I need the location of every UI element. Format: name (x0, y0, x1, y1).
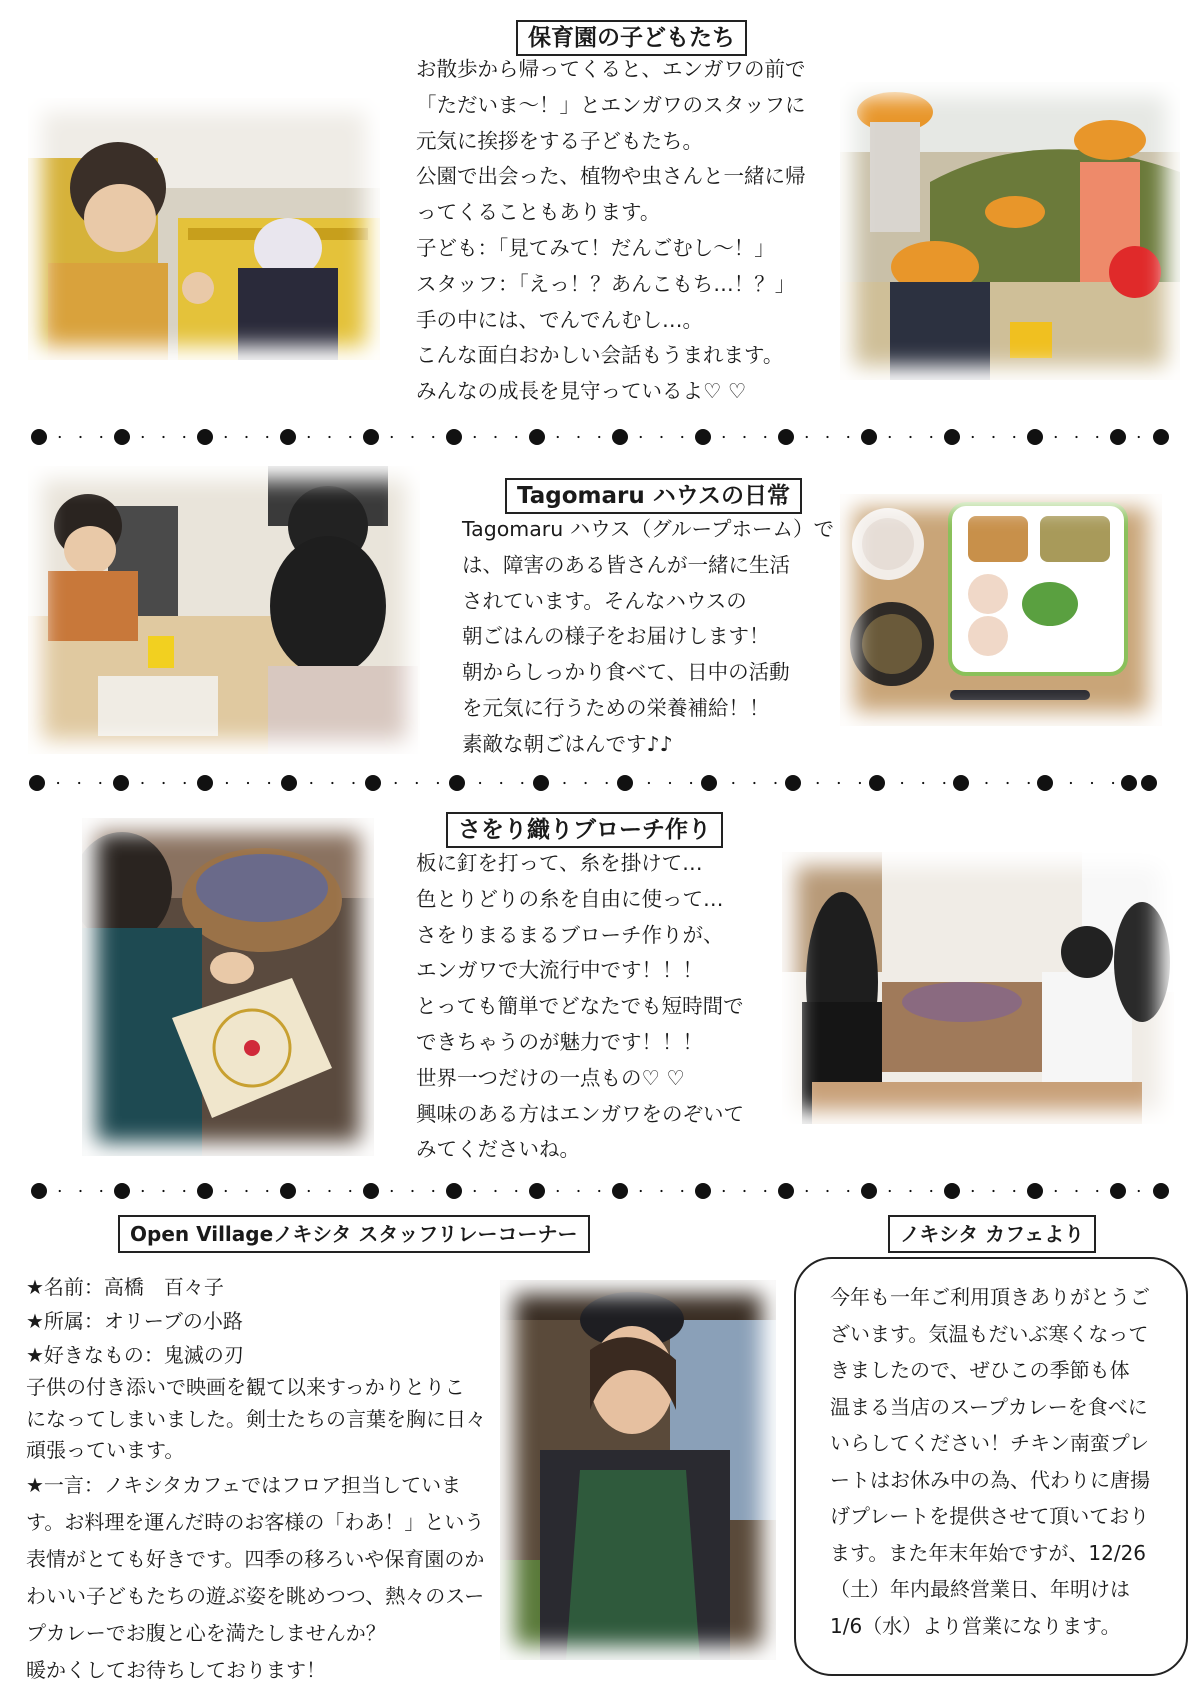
text-line: さをりまるまるブローチ作りが、 (416, 922, 724, 947)
profile-line: ★一言：ノキシタカフェではフロア担当していま (26, 1472, 462, 1497)
dotted-divider (28, 774, 1158, 792)
photo-breakfast-tray (840, 494, 1162, 726)
text-line: みんなの成長を見守っているよ♡ ♡ (416, 379, 747, 404)
text-line: できちゃうのが魅力です！！！ (416, 1029, 703, 1054)
text-line: Tagomaru ハウス（グループホーム）で (462, 517, 834, 541)
profile-line: わいい子どもたちの遊ぶ姿を眺めつつ、熱々のスー (26, 1583, 485, 1608)
cafe-line: げプレートを提供させて頂いており (830, 1504, 1150, 1528)
cafe-line: 1/6（水）より営業になります。 (830, 1613, 1121, 1638)
text-line: 朝ごはんの様子をお届けします！ (462, 624, 770, 649)
text-line: こんな面白おかしい会話もうまれます。 (416, 343, 784, 368)
text-line: 子ども：「見てみて！だんごむし～！」 (416, 235, 775, 260)
section-title-saori: さをり織りブローチ作り (446, 812, 723, 848)
text-line: 素敵な朝ごはんです♪♪ (462, 731, 673, 756)
staff-profile-text (26, 1270, 488, 1689)
cafe-line: ートはお休み中の為、代わりに唐揚 (830, 1467, 1150, 1492)
profile-line: す。お料理を運んだ時のお客様の「わあ！」という (26, 1509, 485, 1534)
photo-children-sandbox (840, 82, 1180, 380)
text-line: 色とりどりの糸を自由に使って… (416, 886, 724, 911)
cafe-line: 今年も一年ご利用頂きありがとうご (830, 1285, 1150, 1309)
text-line: 板に釘を打って、糸を掛けて… (416, 851, 703, 875)
profile-line: 表情がとても好きです。四季の移ろいや保育園のか (26, 1546, 485, 1571)
cafe-message-text (830, 1279, 1160, 1644)
photo-children-greeting (28, 98, 380, 360)
cafe-line: ます。また年末年始ですが、12/26 (830, 1540, 1147, 1565)
photo-weaving-craft (82, 818, 374, 1156)
profile-line: 子供の付き添いで映画を観て以来すっかりとりこ (26, 1375, 465, 1399)
cafe-line: 温まる当店のスープカレーを食べに (830, 1394, 1148, 1419)
text-line: スタッフ：「えっ！？あんこもち…！？」 (416, 271, 796, 296)
text-line: 世界一つだけの一点もの♡ ♡ (416, 1065, 685, 1090)
text-line: を元気に行うための栄養補給！！ (462, 695, 770, 720)
profile-line: プカレーでお腹と心を満たしませんか？ (26, 1620, 386, 1645)
text-line: 朝からしっかり食べて、日中の活動 (462, 660, 790, 685)
photo-staff-portrait (500, 1280, 776, 1660)
profile-line: ★所属：オリーブの小路 (26, 1309, 243, 1333)
text-line: 元気に挨拶をする子どもたち。 (416, 128, 703, 153)
text-line: エンガワで大流行中です！！！ (416, 958, 703, 983)
nursery-text (416, 52, 806, 410)
profile-line: 頑張っています。 (26, 1438, 185, 1462)
photo-workshop-table (782, 852, 1174, 1124)
profile-line: になってしまいました。剣士たちの言葉を胸に日々 (26, 1406, 486, 1431)
cafe-line: （土）年内最終営業日、年明けは (830, 1577, 1130, 1601)
section-title-nursery: 保育園の子どもたち (516, 20, 747, 56)
profile-line: ★名前：高橋 百々子 (26, 1275, 224, 1299)
profile-line: 暖かくしてお待ちしております！ (26, 1657, 326, 1682)
profile-line: ★好きなもの：鬼滅の刃 (26, 1343, 244, 1367)
dotted-divider (30, 428, 1170, 446)
text-line: されています。そんなハウスの (462, 588, 747, 613)
text-line: は、障害のある皆さんが一緒に生活 (462, 552, 790, 577)
text-line: お散歩から帰ってくると、エンガワの前で (416, 57, 806, 81)
section-title-staff-relay: Open Villageノキシタ スタッフリレーコーナー (118, 1215, 590, 1253)
cafe-line: きましたので、ぜひこの季節も体 (830, 1358, 1130, 1382)
tagomaru-text (462, 512, 834, 763)
text-line: とっても簡単でどなたでも短時間で (416, 994, 744, 1019)
text-line: 公園で出会った、植物や虫さんと一緒に帰 (416, 164, 806, 189)
dotted-divider (30, 1182, 1170, 1200)
cafe-line: いらしてください！チキン南蛮プレ (830, 1431, 1149, 1455)
cafe-message-box (794, 1257, 1188, 1676)
text-line: 手の中には、でんでんむし…。 (416, 307, 703, 332)
text-line: 興味のある方はエンガワをのぞいて (416, 1101, 744, 1126)
saori-text (416, 846, 744, 1168)
cafe-line: ざいます。気温もだいぶ寒くなって (830, 1321, 1149, 1346)
section-title-cafe: ノキシタ カフェより (888, 1215, 1096, 1253)
text-line: 「ただいま～！」とエンガワのスタッフに (416, 92, 806, 117)
photo-dining-room (28, 466, 420, 754)
text-line: ってくることもあります。 (416, 200, 661, 225)
text-line: みてくださいね。 (416, 1137, 580, 1162)
section-title-tagomaru: Tagomaru ハウスの日常 (505, 478, 802, 514)
